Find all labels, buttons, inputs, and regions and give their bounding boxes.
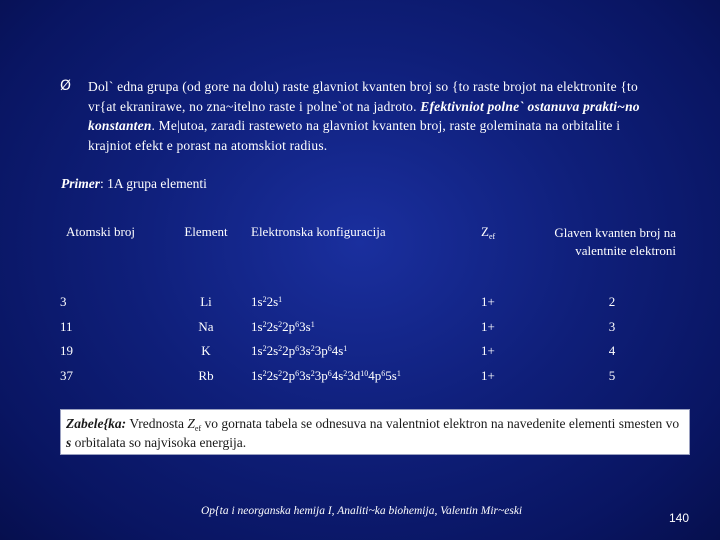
config-occupancy: 6 [327,368,332,378]
config-orbital: 4s [331,367,344,383]
cell-atomic: 37 [60,367,73,383]
config-occupancy: 6 [381,368,386,378]
cell-configuration [251,343,481,368]
bullet-text-plain: Dol` edna grupa (od gore na dolu) raste glavniot kvanten broj so {to raste brojot na elektronite {to vr{at ekranirawe, no zna~itelno raste i polne`ot na jadroto. [88,79,638,114]
bullet-text-tail: . Me|utoa, zaradi rasteweto na glavniot kvanten broj, raste goleminata na orbitalite i krajniot efekt e porast na atomskiot radius. [88,118,621,153]
header-element: Element [184,224,228,239]
bullet-text-emphasis: Efektivniot polne` ostanuva prakti~no konstanten [88,98,640,133]
config-orbital: 2p [282,367,296,383]
config-orbital: 1s [251,367,263,383]
config-occupancy: 2 [278,319,283,329]
config-orbital: 4p [368,367,382,383]
cell-zef: 1+ [481,343,495,358]
note-box [60,409,690,455]
note-text-2: vo gornata tabela se odnesuva na valentniot elektron na navedenite elementi smesten vo [201,416,680,431]
bullet-paragraph [60,77,660,155]
note-zef-symbol: Z [187,416,195,431]
cell-quantum-number: 5 [608,367,616,383]
cell-element: Rb [198,367,214,383]
config-occupancy: 1 [278,295,283,304]
example-label: Primer [61,176,100,191]
config-orbital: 2s [266,343,279,358]
config-occupancy: 2 [343,368,348,378]
config-orbital: 3d [347,367,361,383]
header-zef-base: Z [481,224,489,239]
config-occupancy: 10 [360,368,369,378]
config-orbital: 3s [299,318,311,334]
config-occupancy: 1 [310,319,315,329]
config-orbital: 2p [282,343,296,358]
cell-zef: 1+ [481,294,495,309]
cell-element: Na [198,318,214,334]
note-s-orbital: s [66,435,72,450]
table-row [60,368,688,393]
note-text-1: Vrednosta [126,416,188,431]
config-occupancy: 6 [327,344,332,353]
note-zef-sub: ef [194,424,202,433]
cell-quantum-number: 4 [608,343,616,358]
cell-configuration [251,294,481,319]
cell-atomic: 19 [60,343,73,358]
footer-credit: Op{ta i neorganska hemija I, Analiti~ka biohemija, Valentin Mir~eski [201,505,523,517]
config-orbital: 1s [251,318,263,334]
note-text-3: orbitalata so najvisoka energija. [71,435,247,450]
example-text: : 1A grupa elementi [100,176,207,191]
configuration-table [60,224,688,392]
header-quantum-line2: valentnite elektroni [575,243,676,258]
cell-element: K [201,343,211,358]
config-occupancy: 2 [262,295,267,304]
bullet-text [88,77,660,155]
config-orbital: 3p [314,343,328,358]
config-occupancy: 1 [343,344,348,353]
example-line [61,176,207,192]
arrow-bullet-icon: Ø [60,78,72,94]
config-orbital: 5s [385,367,397,383]
header-zef-sub: ef [488,232,496,241]
config-occupancy: 2 [262,344,267,353]
config-orbital: 3p [314,367,328,383]
config-occupancy: 6 [295,319,300,329]
config-occupancy: 2 [310,344,315,353]
config-orbital: 3s [299,343,311,358]
config-occupancy: 6 [295,368,300,378]
table-row [60,294,688,319]
config-orbital: 3s [299,367,311,383]
header-configuration: Elektronska konfiguracija [251,224,386,239]
cell-element: Li [200,294,212,309]
note-label: Zabele{ka: [66,416,127,431]
config-orbital: 1s [251,294,263,309]
config-orbital: 1s [251,343,263,358]
config-occupancy: 2 [278,344,283,353]
header-quantum-number [536,224,688,294]
config-orbital: 4s [331,343,344,358]
cell-quantum-number: 3 [608,318,616,334]
table-row [60,343,688,368]
config-occupancy: 6 [295,344,300,353]
cell-atomic: 11 [60,318,73,334]
config-orbital: 2s [266,318,279,334]
cell-zef: 1+ [481,367,495,383]
cell-zef: 1+ [481,318,495,334]
config-orbital: 2p [282,318,296,334]
config-occupancy: 2 [278,368,283,378]
page-number: 140 [669,511,690,525]
header-atomic-number: Atomski broj [66,224,135,239]
table-row [60,319,688,344]
cell-atomic: 3 [60,294,67,309]
config-occupancy: 2 [262,319,267,329]
cell-configuration [251,319,481,344]
config-occupancy: 2 [310,368,315,378]
header-zef [481,224,536,294]
header-quantum-line1: Glaven kvanten broj na [554,225,676,240]
table-header-row [60,224,688,294]
config-orbital: 2s [266,367,279,383]
config-occupancy: 2 [262,368,267,378]
config-orbital: 2s [266,294,279,309]
config-occupancy: 1 [396,368,401,378]
cell-quantum-number: 2 [608,294,616,309]
cell-configuration [251,368,481,393]
